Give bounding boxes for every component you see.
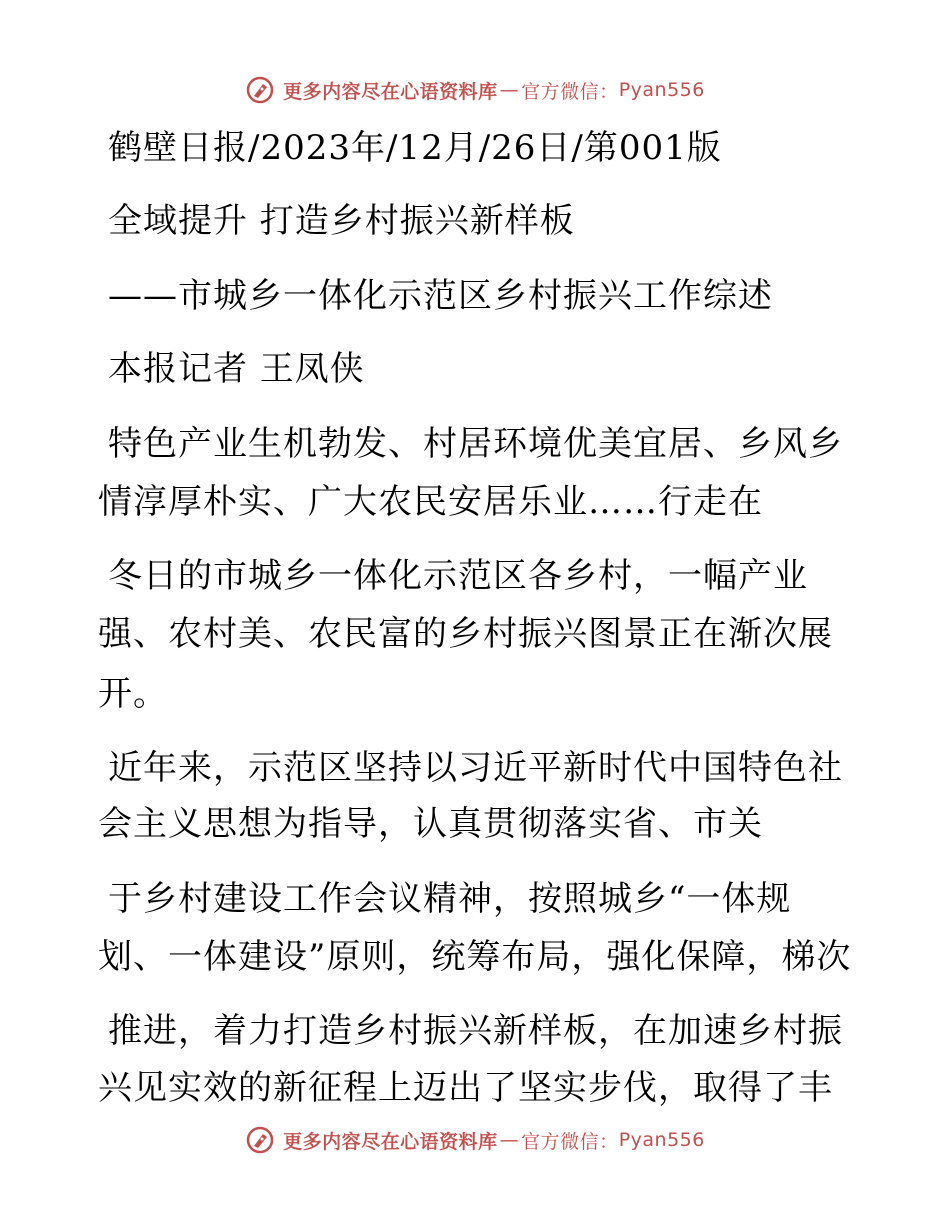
body-line: 特色产业生机勃发、村居环境优美宜居、乡风乡 bbox=[108, 424, 843, 464]
pen-nib-logo-icon bbox=[245, 1125, 275, 1155]
watermark-wechat-id: Pyan556 bbox=[618, 79, 705, 101]
watermark-dash: — bbox=[499, 1129, 520, 1151]
article-subtitle: ——市城乡一体化示范区乡村振兴工作综述 bbox=[108, 276, 773, 316]
body-line: 会主义思想为指导，认真贯彻落实省、市关 bbox=[98, 804, 763, 844]
body-line: 强、农村美、农民富的乡村振兴图景正在渐次展 bbox=[98, 614, 833, 654]
source-line: 鹤壁日报/2023年/12月/26日/第001版 bbox=[108, 128, 722, 168]
watermark-sub-text: 官方微信： bbox=[521, 1130, 619, 1153]
body-line: 开。 bbox=[98, 674, 168, 714]
body-line: 兴见实效的新征程上迈出了坚实步伐，取得了丰 bbox=[98, 1068, 833, 1108]
watermark-sub-text: 官方微信： bbox=[521, 80, 619, 103]
watermark-wechat-id: Pyan556 bbox=[618, 1129, 705, 1151]
article-title: 全域提升 打造乡村振兴新样板 bbox=[108, 201, 575, 241]
watermark-header bbox=[0, 70, 950, 110]
body-line: 于乡村建设工作会议精神，按照城乡“一体规 bbox=[108, 879, 792, 919]
body-line: 情淳厚朴实、广大农民安居乐业……行走在 bbox=[98, 482, 763, 522]
watermark-main-text: 更多内容尽在心语资料库 bbox=[283, 80, 498, 103]
body-line: 近年来，示范区坚持以习近平新时代中国特色社 bbox=[108, 748, 843, 788]
body-line: 划、一体建设”原则，统筹布局，强化保障，梯次 bbox=[98, 937, 852, 977]
body-line: 推进，着力打造乡村振兴新样板，在加速乡村振 bbox=[108, 1011, 843, 1051]
watermark-main-text: 更多内容尽在心语资料库 bbox=[283, 1130, 498, 1153]
body-line: 冬日的市城乡一体化示范区各乡村，一幅产业 bbox=[108, 556, 808, 596]
watermark-dash: — bbox=[499, 79, 520, 101]
watermark-footer bbox=[0, 1120, 950, 1160]
pen-nib-logo-icon bbox=[245, 75, 275, 105]
article-byline: 本报记者 王凤侠 bbox=[108, 349, 365, 389]
